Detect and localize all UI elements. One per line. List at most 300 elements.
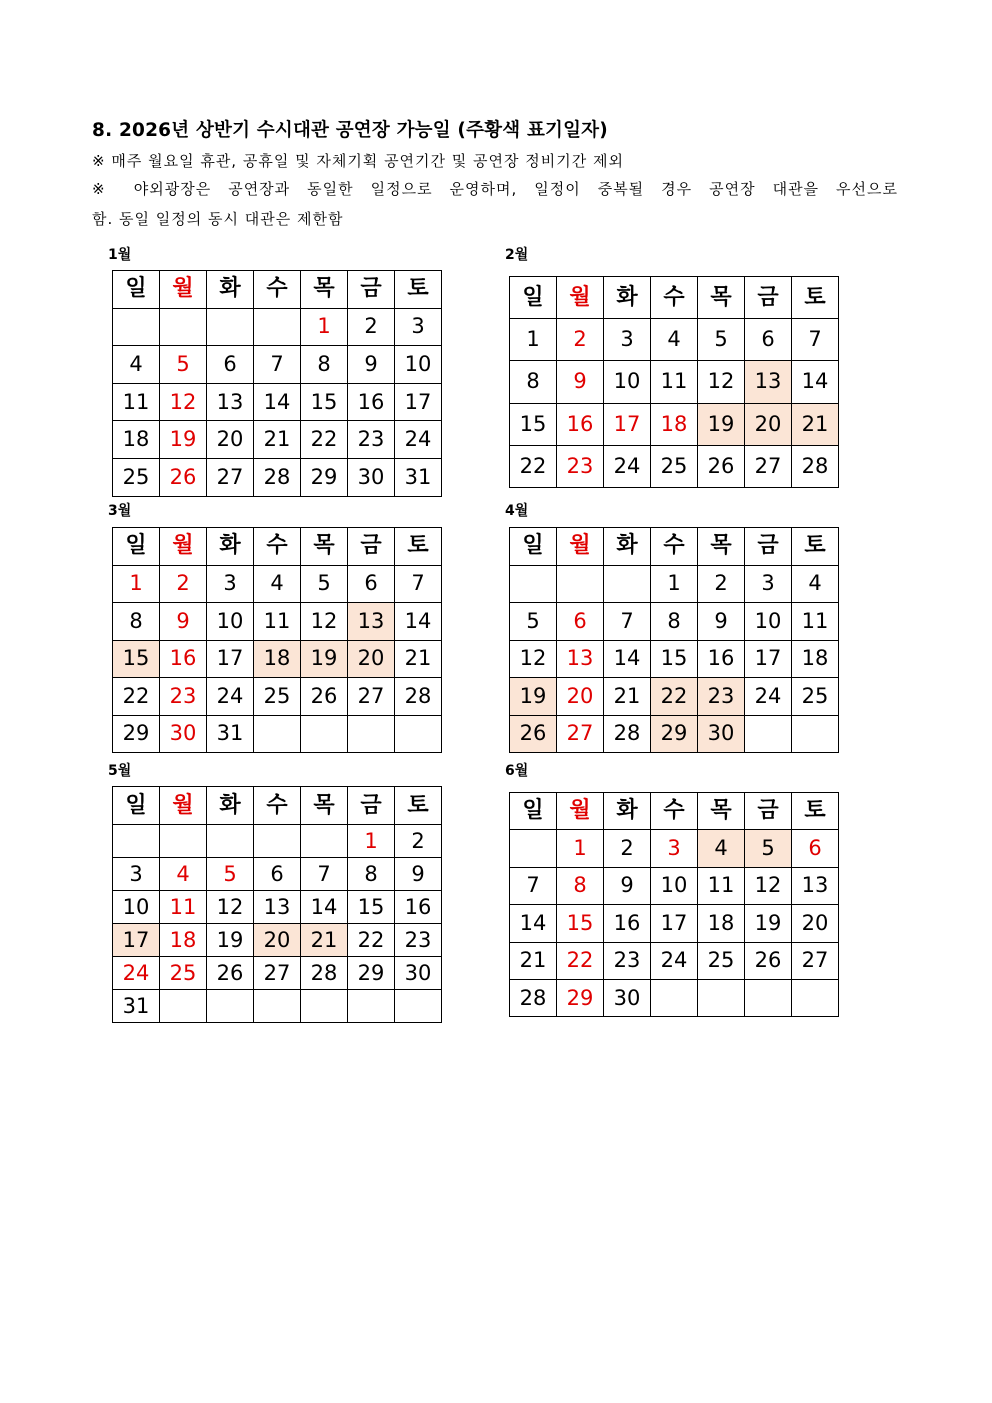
month-label-mar: 3월 bbox=[108, 503, 132, 519]
day-cell: 4 bbox=[651, 319, 698, 361]
note-closure: ※ 매주 월요일 휴관, 공휴일 및 자체기획 공연기간 및 공연장 정비기간 제외 bbox=[92, 152, 624, 170]
day-cell: 17 bbox=[207, 640, 254, 678]
calendar-may bbox=[112, 786, 442, 1023]
empty-cell bbox=[254, 990, 301, 1023]
week-row bbox=[510, 867, 839, 904]
weekday-header: 목 bbox=[698, 793, 745, 830]
empty-cell bbox=[254, 308, 301, 346]
week-row bbox=[113, 308, 442, 346]
weekday-header: 토 bbox=[395, 271, 442, 309]
day-cell: 18 bbox=[113, 421, 160, 459]
weekday-header: 월 bbox=[557, 277, 604, 319]
day-cell: 5 bbox=[301, 565, 348, 603]
available-day-cell: 22 bbox=[651, 678, 698, 716]
week-row bbox=[113, 858, 442, 891]
week-row bbox=[113, 825, 442, 858]
week-row bbox=[510, 905, 839, 942]
calendar-jan bbox=[112, 270, 442, 497]
day-cell: 23 bbox=[604, 942, 651, 979]
day-cell: 2 bbox=[160, 565, 207, 603]
available-day-cell: 15 bbox=[113, 640, 160, 678]
day-cell: 20 bbox=[557, 678, 604, 716]
day-cell: 13 bbox=[792, 867, 839, 904]
day-cell: 27 bbox=[792, 942, 839, 979]
available-day-cell: 21 bbox=[301, 924, 348, 957]
day-cell: 18 bbox=[698, 905, 745, 942]
weekday-header: 토 bbox=[395, 787, 442, 825]
weekday-header: 토 bbox=[792, 277, 839, 319]
day-cell: 19 bbox=[207, 924, 254, 957]
weekday-header: 목 bbox=[698, 528, 745, 566]
day-cell: 27 bbox=[557, 715, 604, 753]
week-row bbox=[113, 383, 442, 421]
day-cell: 2 bbox=[557, 319, 604, 361]
week-row bbox=[113, 421, 442, 459]
empty-cell bbox=[348, 715, 395, 753]
day-cell: 10 bbox=[113, 891, 160, 924]
day-cell: 10 bbox=[745, 603, 792, 641]
note-outdoor-plaza: ※ 야외광장은 공연장과 동일한 일정으로 운영하며, 일정이 중복될 경우 공연장 대관을 우선으로 bbox=[92, 180, 898, 198]
day-cell: 28 bbox=[604, 715, 651, 753]
weekday-header-row bbox=[113, 787, 442, 825]
day-cell: 3 bbox=[113, 858, 160, 891]
calendar-mar bbox=[112, 527, 442, 753]
day-cell: 10 bbox=[604, 361, 651, 403]
day-cell: 21 bbox=[395, 640, 442, 678]
day-cell: 13 bbox=[207, 383, 254, 421]
day-cell: 11 bbox=[160, 891, 207, 924]
day-cell: 7 bbox=[301, 858, 348, 891]
week-row bbox=[510, 445, 839, 487]
weekday-header: 월 bbox=[160, 787, 207, 825]
empty-cell bbox=[301, 990, 348, 1023]
day-cell: 28 bbox=[510, 979, 557, 1016]
note-outdoor-plaza-cont: 함. 동일 일정의 동시 대관은 제한함 bbox=[92, 210, 344, 228]
day-cell: 11 bbox=[698, 867, 745, 904]
empty-cell bbox=[207, 990, 254, 1023]
day-cell: 30 bbox=[160, 715, 207, 753]
weekday-header-row bbox=[510, 793, 839, 830]
day-cell: 25 bbox=[254, 678, 301, 716]
weekday-header: 화 bbox=[604, 277, 651, 319]
day-cell: 15 bbox=[510, 403, 557, 445]
day-cell: 29 bbox=[557, 979, 604, 1016]
day-cell: 16 bbox=[348, 383, 395, 421]
weekday-header: 토 bbox=[792, 528, 839, 566]
available-day-cell: 19 bbox=[698, 403, 745, 445]
weekday-header: 화 bbox=[207, 271, 254, 309]
weekday-header-row bbox=[113, 271, 442, 309]
day-cell: 12 bbox=[160, 383, 207, 421]
week-row bbox=[113, 678, 442, 716]
weekday-header: 월 bbox=[160, 271, 207, 309]
day-cell: 24 bbox=[604, 445, 651, 487]
available-day-cell: 19 bbox=[301, 640, 348, 678]
day-cell: 18 bbox=[792, 640, 839, 678]
day-cell: 23 bbox=[348, 421, 395, 459]
weekday-header: 금 bbox=[348, 528, 395, 566]
weekday-header: 수 bbox=[254, 787, 301, 825]
day-cell: 26 bbox=[207, 957, 254, 990]
day-cell: 28 bbox=[792, 445, 839, 487]
day-cell: 2 bbox=[604, 830, 651, 867]
day-cell: 9 bbox=[395, 858, 442, 891]
weekday-header-row bbox=[113, 528, 442, 566]
day-cell: 24 bbox=[207, 678, 254, 716]
day-cell: 4 bbox=[254, 565, 301, 603]
day-cell: 20 bbox=[792, 905, 839, 942]
day-cell: 4 bbox=[113, 346, 160, 384]
day-cell: 19 bbox=[160, 421, 207, 459]
available-day-cell: 13 bbox=[745, 361, 792, 403]
day-cell: 26 bbox=[698, 445, 745, 487]
day-cell: 12 bbox=[510, 640, 557, 678]
day-cell: 5 bbox=[510, 603, 557, 641]
day-cell: 14 bbox=[792, 361, 839, 403]
day-cell: 10 bbox=[207, 603, 254, 641]
available-day-cell: 17 bbox=[113, 924, 160, 957]
day-cell: 8 bbox=[348, 858, 395, 891]
day-cell: 10 bbox=[395, 346, 442, 384]
empty-cell bbox=[113, 825, 160, 858]
empty-cell bbox=[651, 979, 698, 1016]
month-label-may: 5월 bbox=[108, 763, 132, 779]
day-cell: 2 bbox=[348, 308, 395, 346]
day-cell: 7 bbox=[604, 603, 651, 641]
day-cell: 3 bbox=[651, 830, 698, 867]
weekday-header: 일 bbox=[510, 793, 557, 830]
weekday-header: 일 bbox=[510, 528, 557, 566]
week-row bbox=[510, 830, 839, 867]
day-cell: 24 bbox=[651, 942, 698, 979]
day-cell: 1 bbox=[348, 825, 395, 858]
day-cell: 23 bbox=[160, 678, 207, 716]
empty-cell bbox=[792, 715, 839, 753]
empty-cell bbox=[160, 308, 207, 346]
day-cell: 21 bbox=[604, 678, 651, 716]
day-cell: 1 bbox=[113, 565, 160, 603]
day-cell: 1 bbox=[301, 308, 348, 346]
day-cell: 3 bbox=[604, 319, 651, 361]
empty-cell bbox=[745, 979, 792, 1016]
day-cell: 7 bbox=[792, 319, 839, 361]
day-cell: 2 bbox=[395, 825, 442, 858]
week-row bbox=[510, 319, 839, 361]
day-cell: 26 bbox=[745, 942, 792, 979]
day-cell: 11 bbox=[651, 361, 698, 403]
day-cell: 14 bbox=[510, 905, 557, 942]
empty-cell bbox=[160, 990, 207, 1023]
day-cell: 4 bbox=[792, 565, 839, 603]
empty-cell bbox=[160, 825, 207, 858]
day-cell: 6 bbox=[745, 319, 792, 361]
calendar-jun bbox=[509, 792, 839, 1017]
available-day-cell: 19 bbox=[510, 678, 557, 716]
weekday-header: 일 bbox=[510, 277, 557, 319]
week-row bbox=[510, 403, 839, 445]
empty-cell bbox=[254, 715, 301, 753]
day-cell: 16 bbox=[604, 905, 651, 942]
month-label-feb: 2월 bbox=[505, 247, 529, 263]
weekday-header: 화 bbox=[604, 793, 651, 830]
day-cell: 25 bbox=[651, 445, 698, 487]
day-cell: 15 bbox=[557, 905, 604, 942]
day-cell: 5 bbox=[160, 346, 207, 384]
week-row bbox=[113, 924, 442, 957]
day-cell: 1 bbox=[510, 319, 557, 361]
day-cell: 15 bbox=[348, 891, 395, 924]
day-cell: 26 bbox=[160, 458, 207, 496]
day-cell: 4 bbox=[160, 858, 207, 891]
month-label-jun: 6월 bbox=[505, 763, 529, 779]
day-cell: 8 bbox=[557, 867, 604, 904]
weekday-header: 토 bbox=[792, 793, 839, 830]
empty-cell bbox=[207, 308, 254, 346]
week-row bbox=[510, 678, 839, 716]
weekday-header: 수 bbox=[651, 528, 698, 566]
weekday-header: 목 bbox=[301, 271, 348, 309]
day-cell: 13 bbox=[254, 891, 301, 924]
day-cell: 7 bbox=[254, 346, 301, 384]
day-cell: 22 bbox=[301, 421, 348, 459]
day-cell: 22 bbox=[348, 924, 395, 957]
weekday-header-row bbox=[510, 277, 839, 319]
available-day-cell: 20 bbox=[348, 640, 395, 678]
weekday-header: 수 bbox=[254, 271, 301, 309]
weekday-header: 수 bbox=[254, 528, 301, 566]
empty-cell bbox=[698, 979, 745, 1016]
empty-cell bbox=[510, 830, 557, 867]
available-day-cell: 4 bbox=[698, 830, 745, 867]
day-cell: 13 bbox=[557, 640, 604, 678]
day-cell: 9 bbox=[698, 603, 745, 641]
weekday-header: 토 bbox=[395, 528, 442, 566]
week-row bbox=[113, 891, 442, 924]
day-cell: 24 bbox=[745, 678, 792, 716]
day-cell: 21 bbox=[254, 421, 301, 459]
day-cell: 12 bbox=[698, 361, 745, 403]
week-row bbox=[113, 603, 442, 641]
day-cell: 6 bbox=[254, 858, 301, 891]
day-cell: 14 bbox=[604, 640, 651, 678]
weekday-header: 일 bbox=[113, 528, 160, 566]
day-cell: 31 bbox=[395, 458, 442, 496]
day-cell: 16 bbox=[698, 640, 745, 678]
month-label-jan: 1월 bbox=[108, 247, 132, 263]
day-cell: 7 bbox=[395, 565, 442, 603]
week-row bbox=[510, 603, 839, 641]
empty-cell bbox=[207, 825, 254, 858]
week-row bbox=[510, 715, 839, 753]
day-cell: 21 bbox=[510, 942, 557, 979]
day-cell: 10 bbox=[651, 867, 698, 904]
day-cell: 23 bbox=[557, 445, 604, 487]
empty-cell bbox=[254, 825, 301, 858]
weekday-header: 월 bbox=[557, 528, 604, 566]
week-row bbox=[113, 715, 442, 753]
day-cell: 28 bbox=[301, 957, 348, 990]
week-row bbox=[510, 640, 839, 678]
empty-cell bbox=[348, 990, 395, 1023]
available-day-cell: 30 bbox=[698, 715, 745, 753]
empty-cell bbox=[395, 715, 442, 753]
weekday-header: 금 bbox=[745, 528, 792, 566]
day-cell: 27 bbox=[348, 678, 395, 716]
day-cell: 28 bbox=[395, 678, 442, 716]
day-cell: 12 bbox=[207, 891, 254, 924]
weekday-header: 금 bbox=[745, 793, 792, 830]
month-label-apr: 4월 bbox=[505, 503, 529, 519]
day-cell: 25 bbox=[698, 942, 745, 979]
day-cell: 29 bbox=[113, 715, 160, 753]
empty-cell bbox=[510, 565, 557, 603]
day-cell: 19 bbox=[745, 905, 792, 942]
day-cell: 11 bbox=[113, 383, 160, 421]
day-cell: 7 bbox=[510, 867, 557, 904]
day-cell: 9 bbox=[348, 346, 395, 384]
day-cell: 18 bbox=[651, 403, 698, 445]
day-cell: 6 bbox=[207, 346, 254, 384]
day-cell: 30 bbox=[395, 957, 442, 990]
calendar-feb bbox=[509, 276, 839, 488]
day-cell: 26 bbox=[301, 678, 348, 716]
weekday-header: 금 bbox=[745, 277, 792, 319]
day-cell: 14 bbox=[395, 603, 442, 641]
day-cell: 22 bbox=[510, 445, 557, 487]
weekday-header: 목 bbox=[301, 787, 348, 825]
day-cell: 9 bbox=[604, 867, 651, 904]
day-cell: 27 bbox=[207, 458, 254, 496]
day-cell: 22 bbox=[113, 678, 160, 716]
day-cell: 17 bbox=[651, 905, 698, 942]
day-cell: 3 bbox=[745, 565, 792, 603]
day-cell: 25 bbox=[792, 678, 839, 716]
week-row bbox=[113, 990, 442, 1023]
empty-cell bbox=[395, 990, 442, 1023]
weekday-header: 금 bbox=[348, 787, 395, 825]
day-cell: 1 bbox=[651, 565, 698, 603]
empty-cell bbox=[113, 308, 160, 346]
weekday-header: 화 bbox=[604, 528, 651, 566]
available-day-cell: 20 bbox=[745, 403, 792, 445]
day-cell: 30 bbox=[604, 979, 651, 1016]
day-cell: 16 bbox=[557, 403, 604, 445]
available-day-cell: 20 bbox=[254, 924, 301, 957]
day-cell: 9 bbox=[557, 361, 604, 403]
day-cell: 11 bbox=[254, 603, 301, 641]
weekday-header: 화 bbox=[207, 528, 254, 566]
day-cell: 9 bbox=[160, 603, 207, 641]
day-cell: 6 bbox=[792, 830, 839, 867]
day-cell: 29 bbox=[348, 957, 395, 990]
day-cell: 8 bbox=[113, 603, 160, 641]
day-cell: 24 bbox=[113, 957, 160, 990]
week-row bbox=[510, 565, 839, 603]
weekday-header: 목 bbox=[301, 528, 348, 566]
weekday-header: 수 bbox=[651, 793, 698, 830]
empty-cell bbox=[792, 979, 839, 1016]
day-cell: 28 bbox=[254, 458, 301, 496]
day-cell: 25 bbox=[160, 957, 207, 990]
day-cell: 24 bbox=[395, 421, 442, 459]
day-cell: 5 bbox=[207, 858, 254, 891]
day-cell: 11 bbox=[792, 603, 839, 641]
day-cell: 6 bbox=[348, 565, 395, 603]
week-row bbox=[113, 346, 442, 384]
empty-cell bbox=[557, 565, 604, 603]
weekday-header: 일 bbox=[113, 787, 160, 825]
week-row bbox=[113, 640, 442, 678]
day-cell: 12 bbox=[301, 603, 348, 641]
empty-cell bbox=[301, 825, 348, 858]
empty-cell bbox=[301, 715, 348, 753]
available-day-cell: 18 bbox=[254, 640, 301, 678]
day-cell: 17 bbox=[604, 403, 651, 445]
week-row bbox=[113, 565, 442, 603]
day-cell: 15 bbox=[301, 383, 348, 421]
day-cell: 8 bbox=[301, 346, 348, 384]
day-cell: 1 bbox=[557, 830, 604, 867]
day-cell: 2 bbox=[698, 565, 745, 603]
available-day-cell: 29 bbox=[651, 715, 698, 753]
day-cell: 8 bbox=[651, 603, 698, 641]
day-cell: 25 bbox=[113, 458, 160, 496]
week-row bbox=[113, 458, 442, 496]
day-cell: 29 bbox=[301, 458, 348, 496]
day-cell: 3 bbox=[395, 308, 442, 346]
day-cell: 6 bbox=[557, 603, 604, 641]
empty-cell bbox=[745, 715, 792, 753]
day-cell: 17 bbox=[745, 640, 792, 678]
available-day-cell: 23 bbox=[698, 678, 745, 716]
weekday-header: 월 bbox=[557, 793, 604, 830]
weekday-header: 월 bbox=[160, 528, 207, 566]
week-row bbox=[510, 942, 839, 979]
day-cell: 12 bbox=[745, 867, 792, 904]
calendar-apr bbox=[509, 527, 839, 753]
day-cell: 17 bbox=[395, 383, 442, 421]
available-day-cell: 21 bbox=[792, 403, 839, 445]
day-cell: 14 bbox=[301, 891, 348, 924]
weekday-header: 금 bbox=[348, 271, 395, 309]
weekday-header: 수 bbox=[651, 277, 698, 319]
day-cell: 14 bbox=[254, 383, 301, 421]
weekday-header: 일 bbox=[113, 271, 160, 309]
day-cell: 3 bbox=[207, 565, 254, 603]
available-day-cell: 13 bbox=[348, 603, 395, 641]
week-row bbox=[510, 979, 839, 1016]
day-cell: 23 bbox=[395, 924, 442, 957]
day-cell: 27 bbox=[254, 957, 301, 990]
available-day-cell: 5 bbox=[745, 830, 792, 867]
day-cell: 27 bbox=[745, 445, 792, 487]
day-cell: 31 bbox=[207, 715, 254, 753]
day-cell: 16 bbox=[395, 891, 442, 924]
day-cell: 20 bbox=[207, 421, 254, 459]
available-day-cell: 26 bbox=[510, 715, 557, 753]
day-cell: 31 bbox=[113, 990, 160, 1023]
week-row bbox=[510, 361, 839, 403]
weekday-header: 목 bbox=[698, 277, 745, 319]
page-heading: 8. 2026년 상반기 수시대관 공연장 가능일 (주황색 표기일자) bbox=[92, 120, 608, 141]
day-cell: 22 bbox=[557, 942, 604, 979]
weekday-header-row bbox=[510, 528, 839, 566]
day-cell: 15 bbox=[651, 640, 698, 678]
day-cell: 8 bbox=[510, 361, 557, 403]
week-row bbox=[113, 957, 442, 990]
day-cell: 5 bbox=[698, 319, 745, 361]
day-cell: 30 bbox=[348, 458, 395, 496]
